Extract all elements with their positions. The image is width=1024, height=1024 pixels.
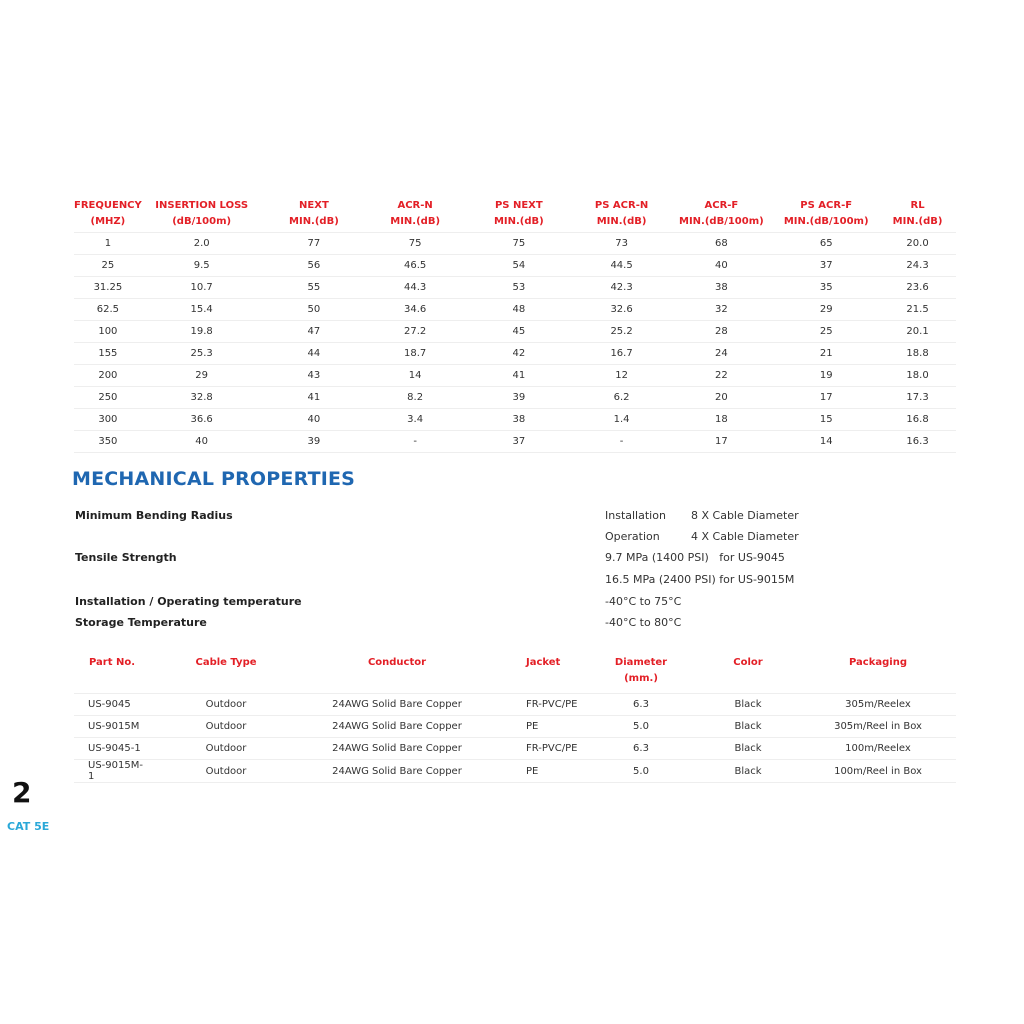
table-cell: 17.3 <box>879 387 956 409</box>
header-diameter: Diameter (mm.) <box>614 657 668 684</box>
table-cell: 15.4 <box>142 299 262 321</box>
table-cell: Outdoor <box>146 716 306 738</box>
table-cell: US-9015M <box>74 716 146 738</box>
table-cell: 6.3 <box>586 694 696 716</box>
table-cell: US-9015M-1 <box>74 760 146 783</box>
table-cell: 35 <box>773 277 879 299</box>
header-cable-type: Cable Type <box>195 657 257 668</box>
table-row <box>74 299 956 321</box>
table-cell: 37 <box>773 255 879 277</box>
table-cell: 18 <box>669 409 773 431</box>
header-acr-f: ACR-F MIN.(dB/100m) <box>679 200 764 227</box>
table-cell: 15 <box>773 409 879 431</box>
table-row <box>74 738 956 760</box>
table-cell: 14 <box>773 431 879 453</box>
table-row <box>74 365 956 387</box>
table-cell: 65 <box>773 233 879 255</box>
table-cell: 25.2 <box>574 321 670 343</box>
header-insertion-loss: INSERTION LOSS (dB/100m) <box>155 200 249 227</box>
table-cell: 56 <box>262 255 367 277</box>
table-cell: 16.7 <box>574 343 670 365</box>
table-cell: 17 <box>773 387 879 409</box>
table-cell: 73 <box>574 233 670 255</box>
table-cell: 62.5 <box>74 299 142 321</box>
table-cell: 55 <box>262 277 367 299</box>
table-cell: 43 <box>262 365 367 387</box>
table-cell: 10.7 <box>142 277 262 299</box>
table-cell: 19.8 <box>142 321 262 343</box>
perf-header-row <box>74 196 956 233</box>
header-ps-acr-n: PS ACR-N MIN.(dB) <box>594 200 649 227</box>
table-cell: 25 <box>773 321 879 343</box>
table-cell: 53 <box>464 277 574 299</box>
table-cell: 40 <box>142 431 262 453</box>
table-cell: Black <box>696 694 800 716</box>
table-cell: 38 <box>669 277 773 299</box>
storage-temp-value: -40°C to 80°C <box>605 616 682 629</box>
part-number-table <box>74 655 956 783</box>
table-cell: 350 <box>74 431 142 453</box>
table-cell: 24AWG Solid Bare Copper <box>306 694 488 716</box>
table-row <box>74 233 956 255</box>
table-cell: 100m/Reel in Box <box>800 760 956 783</box>
table-cell: 22 <box>669 365 773 387</box>
table-cell: 27.2 <box>366 321 464 343</box>
table-cell: PE <box>488 716 586 738</box>
table-cell: FR-PVC/PE <box>488 738 586 760</box>
header-color: Color <box>733 657 763 668</box>
table-cell: 155 <box>74 343 142 365</box>
table-cell: 24AWG Solid Bare Copper <box>306 738 488 760</box>
tensile-strength-label: Tensile Strength <box>75 551 177 564</box>
parts-header-row <box>74 655 956 694</box>
table-cell: 44 <box>262 343 367 365</box>
operation-value: 4 X Cable Diameter <box>691 530 799 543</box>
table-cell: - <box>366 431 464 453</box>
table-row <box>74 255 956 277</box>
header-jacket: Jacket <box>526 657 561 668</box>
table-cell: 24AWG Solid Bare Copper <box>306 760 488 783</box>
table-cell: 18.8 <box>879 343 956 365</box>
table-cell: Black <box>696 738 800 760</box>
table-cell: 21.5 <box>879 299 956 321</box>
table-cell: 24AWG Solid Bare Copper <box>306 716 488 738</box>
table-cell: 16.3 <box>879 431 956 453</box>
table-cell: 18.7 <box>366 343 464 365</box>
header-packaging: Packaging <box>849 657 907 668</box>
table-cell: 28 <box>669 321 773 343</box>
table-cell: 54 <box>464 255 574 277</box>
header-conductor: Conductor <box>367 657 427 668</box>
table-cell: 100m/Reelex <box>800 738 956 760</box>
table-cell: 17 <box>669 431 773 453</box>
table-cell: 6.3 <box>586 738 696 760</box>
table-cell: Outdoor <box>146 760 306 783</box>
table-cell: 20.0 <box>879 233 956 255</box>
header-rl: RL MIN.(dB) <box>892 200 943 227</box>
table-cell: 25 <box>74 255 142 277</box>
table-cell: 75 <box>366 233 464 255</box>
table-cell: 40 <box>262 409 367 431</box>
table-row <box>74 716 956 738</box>
table-cell: 5.0 <box>586 716 696 738</box>
table-cell: 9.5 <box>142 255 262 277</box>
header-acr-n: ACR-N MIN.(dB) <box>390 200 441 227</box>
table-row <box>74 277 956 299</box>
table-cell: 68 <box>669 233 773 255</box>
table-cell: 44.3 <box>366 277 464 299</box>
table-cell: 100 <box>74 321 142 343</box>
table-cell: 20.1 <box>879 321 956 343</box>
table-cell: 3.4 <box>366 409 464 431</box>
mechanical-properties-title: MECHANICAL PROPERTIES <box>72 468 356 490</box>
table-cell: 77 <box>262 233 367 255</box>
table-cell: 25.3 <box>142 343 262 365</box>
table-cell: 41 <box>464 365 574 387</box>
table-cell: 32.8 <box>142 387 262 409</box>
table-cell: 23.6 <box>879 277 956 299</box>
header-ps-acr-f: PS ACR-F MIN.(dB/100m) <box>783 200 869 227</box>
tensile-value-1: 9.7 MPa (1400 PSI) for US-9045 <box>605 551 785 564</box>
table-cell: 24.3 <box>879 255 956 277</box>
table-cell: 8.2 <box>366 387 464 409</box>
table-cell: 45 <box>464 321 574 343</box>
table-row <box>74 321 956 343</box>
electrical-performance-table <box>74 196 956 453</box>
table-cell: 19 <box>773 365 879 387</box>
bending-radius-label: Minimum Bending Radius <box>75 509 233 522</box>
operating-temp-value: -40°C to 75°C <box>605 595 682 608</box>
table-cell: 42.3 <box>574 277 670 299</box>
table-cell: Black <box>696 716 800 738</box>
storage-temp-label: Storage Temperature <box>75 616 207 629</box>
table-cell: 305m/Reel in Box <box>800 716 956 738</box>
table-cell: 1 <box>74 233 142 255</box>
table-cell: 18.0 <box>879 365 956 387</box>
table-cell: PE <box>488 760 586 783</box>
header-frequency: FREQUENCY (MHZ) <box>74 200 142 227</box>
table-cell: 37 <box>464 431 574 453</box>
table-cell: 36.6 <box>142 409 262 431</box>
table-cell: 32 <box>669 299 773 321</box>
table-cell: 305m/Reelex <box>800 694 956 716</box>
operation-label: Operation <box>605 530 660 543</box>
table-cell: 29 <box>142 365 262 387</box>
table-cell: 50 <box>262 299 367 321</box>
table-cell: 20 <box>669 387 773 409</box>
installation-value: 8 X Cable Diameter <box>691 509 799 522</box>
tensile-value-2: 16.5 MPa (2400 PSI) for US-9015M <box>605 573 795 586</box>
table-cell: 12 <box>574 365 670 387</box>
table-cell: 31.25 <box>74 277 142 299</box>
table-cell: 1.4 <box>574 409 670 431</box>
table-cell: 6.2 <box>574 387 670 409</box>
table-cell: 38 <box>464 409 574 431</box>
table-cell: 29 <box>773 299 879 321</box>
table-cell: 14 <box>366 365 464 387</box>
page-number: 2 <box>12 776 32 809</box>
table-cell: US-9045 <box>74 694 146 716</box>
table-cell: 32.6 <box>574 299 670 321</box>
table-cell: 250 <box>74 387 142 409</box>
table-cell: FR-PVC/PE <box>488 694 586 716</box>
table-cell: US-9045-1 <box>74 738 146 760</box>
table-cell: 24 <box>669 343 773 365</box>
table-cell: 44.5 <box>574 255 670 277</box>
header-next: NEXT MIN.(dB) <box>289 200 339 227</box>
table-cell: 16.8 <box>879 409 956 431</box>
table-cell: 21 <box>773 343 879 365</box>
table-cell: Outdoor <box>146 738 306 760</box>
table-cell: Black <box>696 760 800 783</box>
table-cell: 47 <box>262 321 367 343</box>
table-row <box>74 431 956 453</box>
table-cell: 39 <box>464 387 574 409</box>
table-cell: 200 <box>74 365 142 387</box>
table-cell: 42 <box>464 343 574 365</box>
table-row <box>74 343 956 365</box>
table-row <box>74 409 956 431</box>
table-row <box>74 760 956 783</box>
table-cell: 34.6 <box>366 299 464 321</box>
table-cell: 40 <box>669 255 773 277</box>
table-cell: 2.0 <box>142 233 262 255</box>
table-cell: 5.0 <box>586 760 696 783</box>
section-label: CAT 5E <box>7 820 50 833</box>
installation-label: Installation <box>605 509 666 522</box>
table-cell: 46.5 <box>366 255 464 277</box>
table-row <box>74 694 956 716</box>
header-part-no: Part No. <box>89 657 136 668</box>
operating-temp-label: Installation / Operating temperature <box>75 595 302 608</box>
table-cell: 39 <box>262 431 367 453</box>
table-cell: 41 <box>262 387 367 409</box>
table-row <box>74 387 956 409</box>
table-cell: Outdoor <box>146 694 306 716</box>
table-cell: 300 <box>74 409 142 431</box>
header-ps-next: PS NEXT MIN.(dB) <box>493 200 544 227</box>
table-cell: 75 <box>464 233 574 255</box>
table-cell: 48 <box>464 299 574 321</box>
table-cell: - <box>574 431 670 453</box>
